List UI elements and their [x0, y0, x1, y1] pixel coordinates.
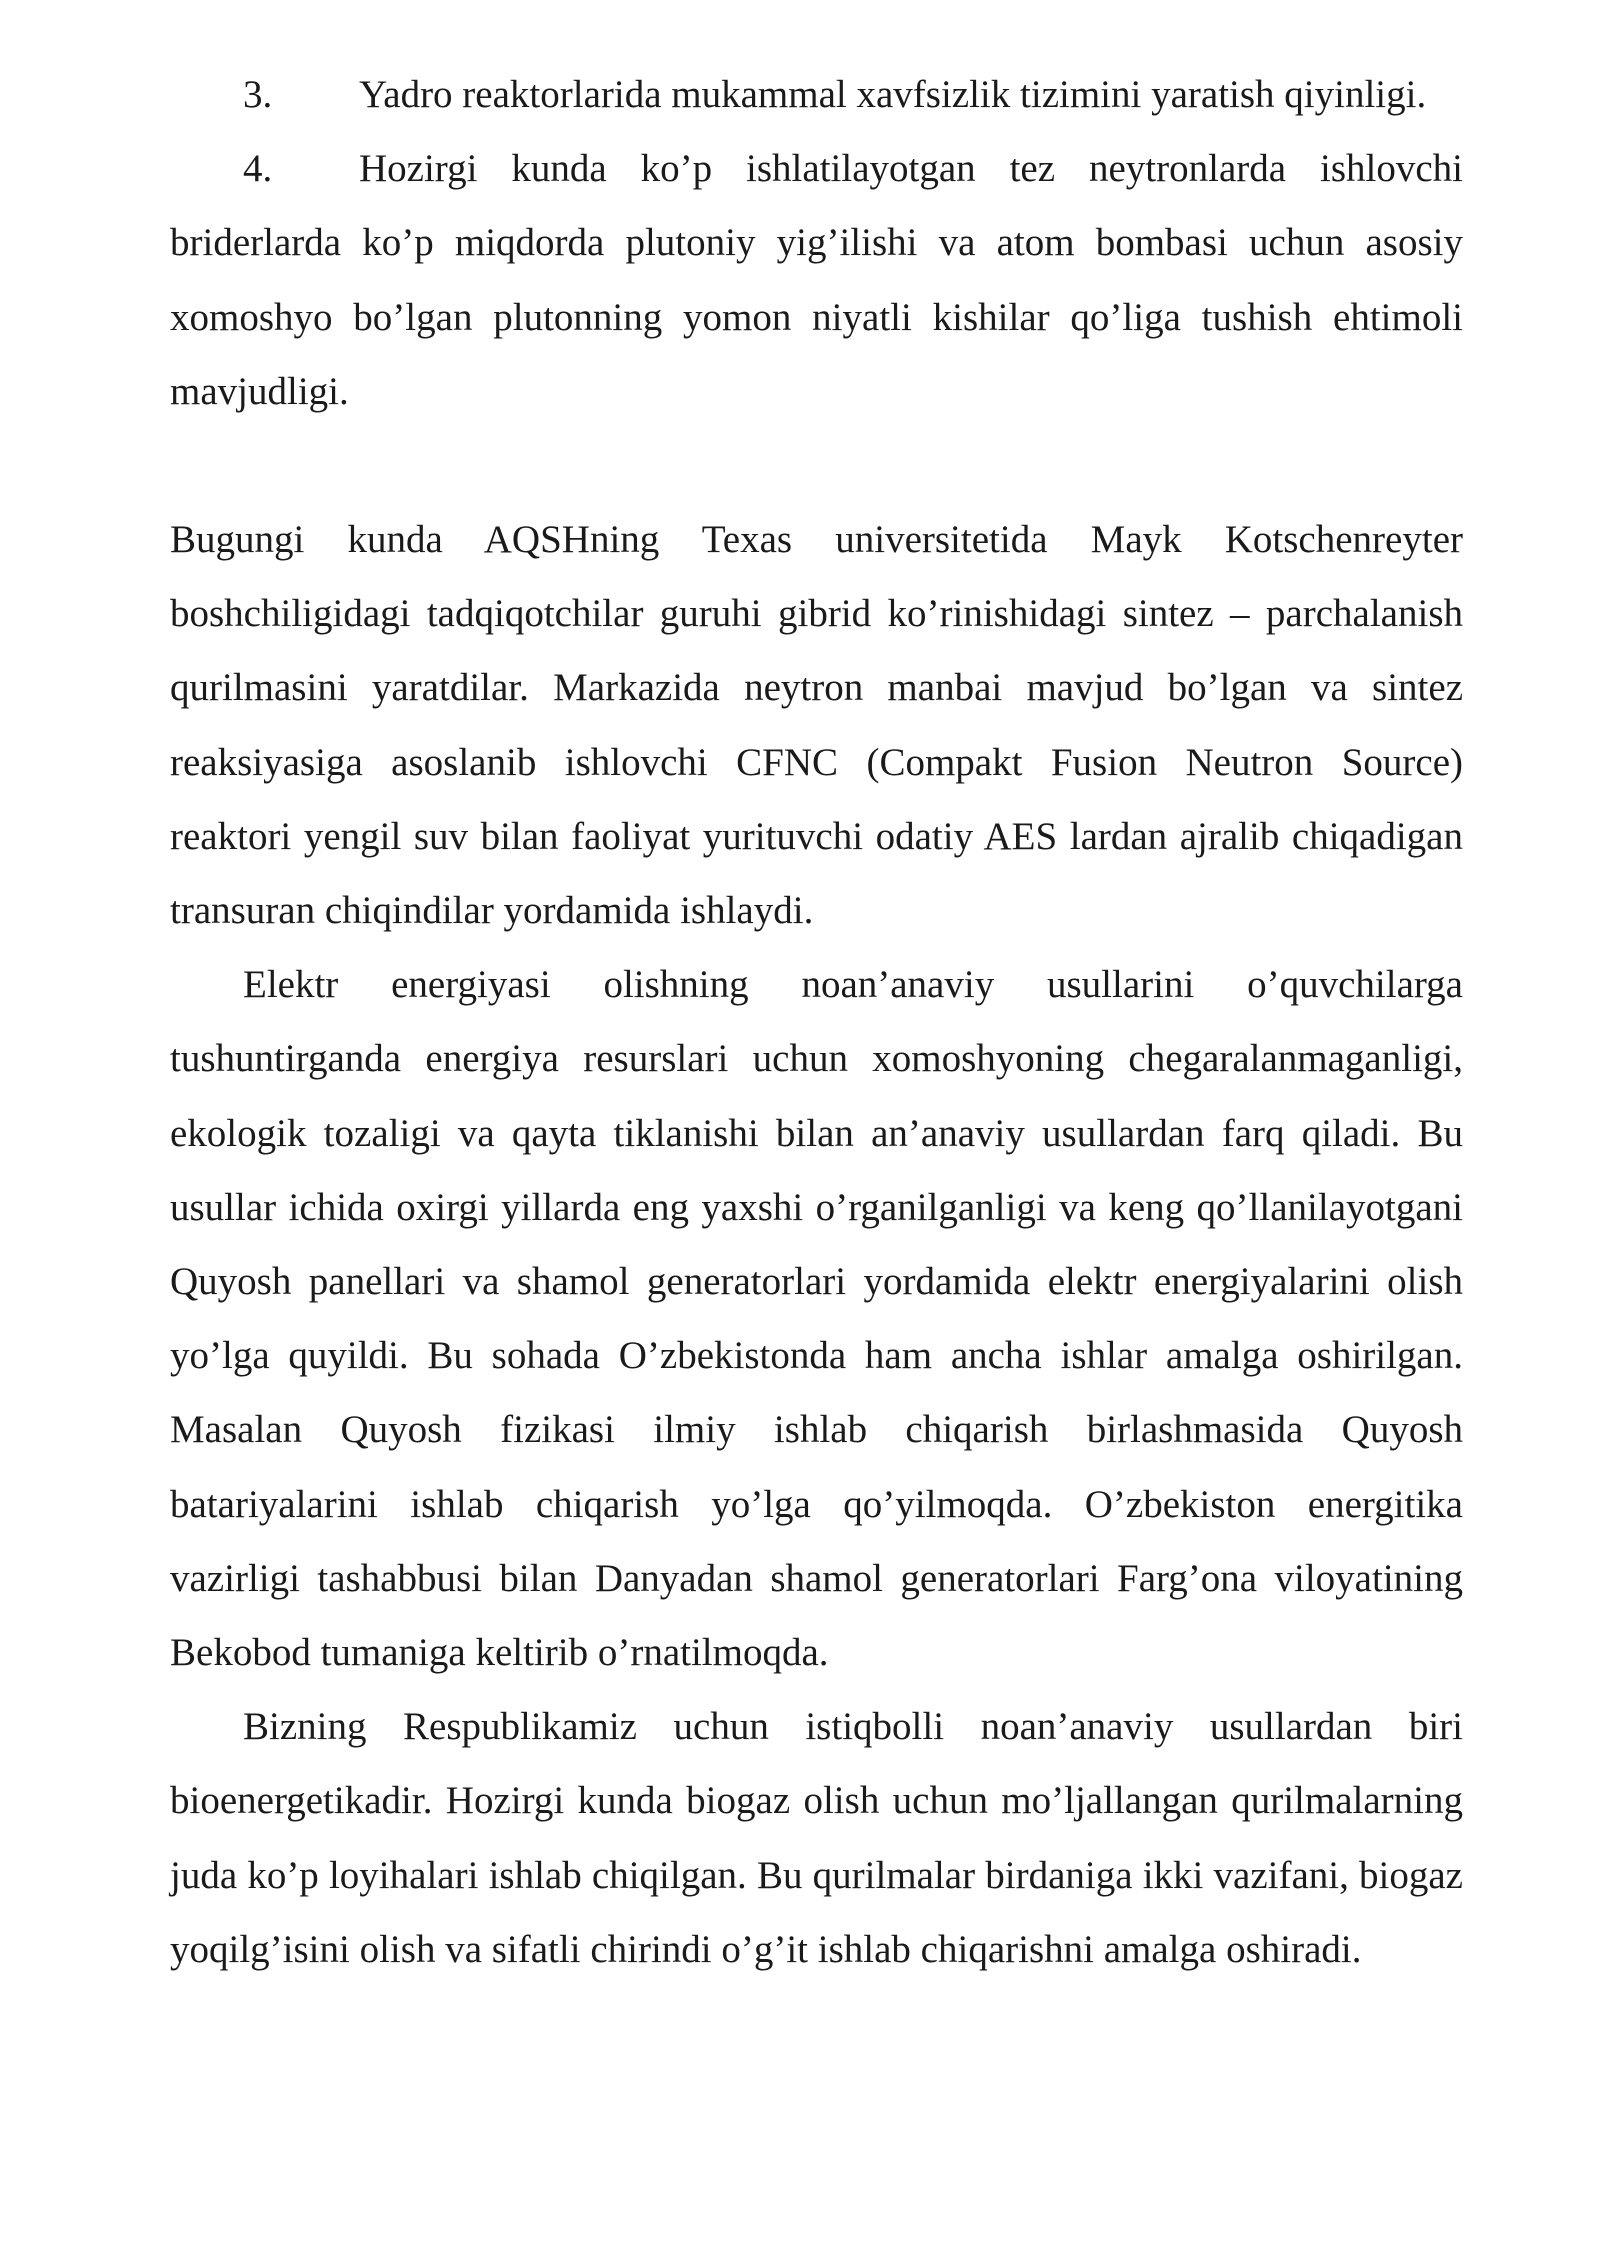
paragraph-bioenergy: Bizning Respublikamiz uchun istiqbolli noan’anaviy usullardan biri bioenergetikadir. Hozirgi kunda biogaz olish uchun mo’ljallangan qurilmalarning juda ko’p loyihalari ishlab chiqilgan. Bu qurilmalar birdaniga ikki vazifani, biogaz yoqilg’isini olish va sifatli chirindi o’g’it ishlab chiqarishni amalga oshiradi.	[170, 1705, 1463, 1971]
paragraph-renewable-energy: Elektr energiyasi olishning noan’anaviy usullarini o’quvchilarga tushuntirganda energiya resurslari uchun xomoshyoning chegaralanmaganligi, ekologik tozaligi va qayta tiklanishi bilan an’anaviy usullardan farq qiladi. Bu usullar ichida oxirgi yillarda eng yaxshi o’rganilganligi va keng qo’llanilayotgani Quyosh panellari va shamol generatorlari yordamida elektr energiyalarini olish yo’lga quyildi. Bu sohada O’zbekistonda ham ancha ishlar amalga oshirilgan. Masalan Quyosh fizikasi ilmiy ishlab chiqarish birlashmasida Quyosh batariyalarini ishlab chiqarish yo’lga qo’yilmoqda. O’zbekiston energitika vazirligi tashabbusi bilan Danyadan shamol generatorlari Farg’ona viloyatining Bekobod tumaniga keltirib o’rnatilmoqda.	[170, 963, 1463, 1675]
list-item-4	[170, 132, 1463, 429]
list-item-3	[170, 58, 1463, 132]
list-item-text: Hozirgi kunda ko’p ishlatilayotgan tez neytronlarda ishlovchi briderlarda ko’p miqdorda plutoniy yig’ilishi va atom bombasi uchun asosiy xomoshyo bo’lgan plutonning yomon niyatli kishilar qo’liga tushish ehtimoli mavjudligi.	[170, 147, 1463, 413]
paragraph-texas-reactor: Bugungi kunda AQSHning Texas universitetida Mayk Kotschenreyter boshchiligidagi tadqiqotchilar guruhi gibrid ko’rinishidagi sintez – parchalanish qurilmasini yaratdilar. Markazida neytron manbai mavjud bo’lgan va sintez reaksiyasiga asoslanib ishlovchi CFNC (Compakt Fusion Neutron Source) reaktori yengil suv bilan faoliyat yurituvchi odatiy AES lardan ajralib chiqadigan transuran chiqindilar yordamida ishlaydi.	[170, 518, 1463, 933]
list-item-text: Yadro reaktorlarida mukammal xavfsizlik tizimini yaratish qiyinligi.	[359, 73, 1427, 116]
list-item-number: 4.	[243, 147, 273, 191]
list-item-number: 3.	[243, 73, 273, 116]
paragraph-gap	[170, 429, 1463, 503]
document-page	[170, 58, 1463, 1987]
